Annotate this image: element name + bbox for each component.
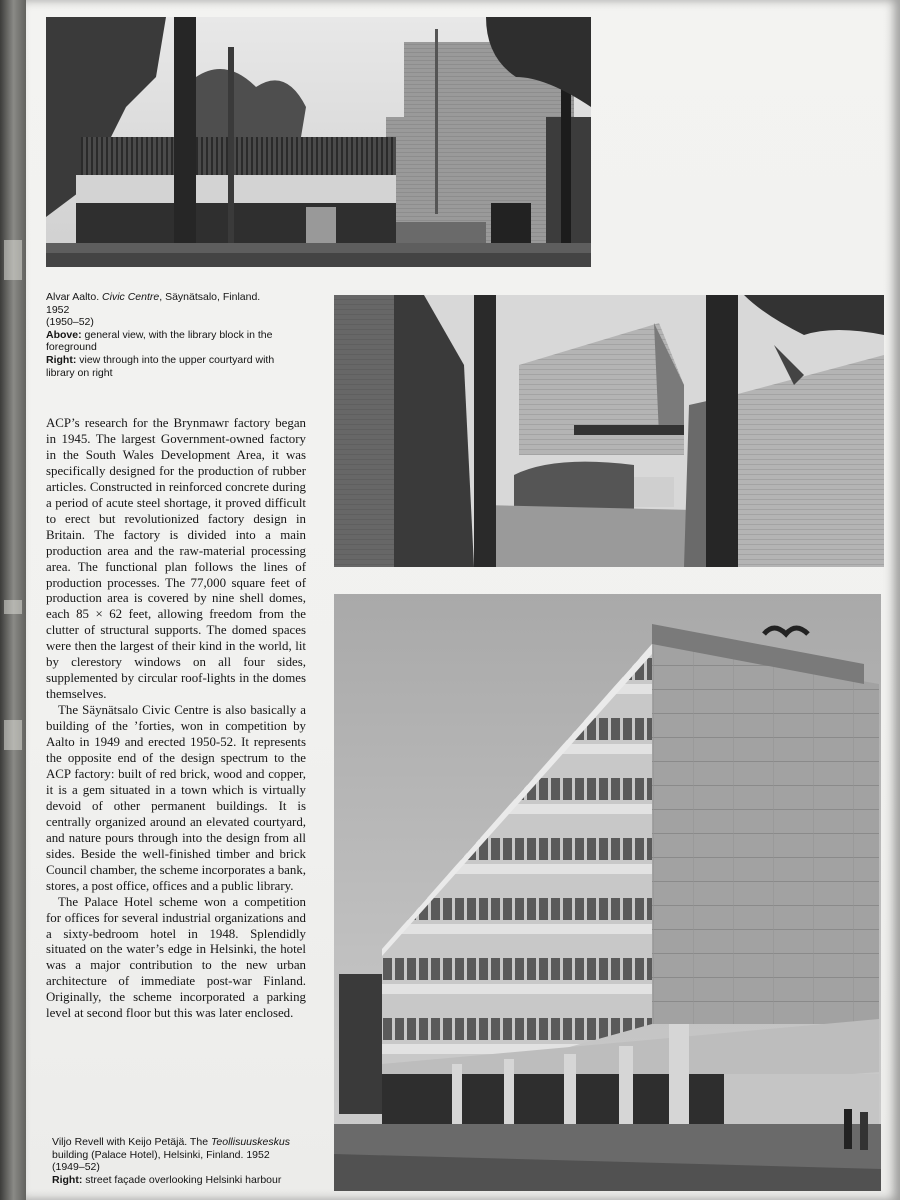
- caption-place-year: building (Palace Hotel), Helsinki, Finland. 1952: [52, 1148, 270, 1161]
- caption-above-text: general view, with the library block in the foreground: [46, 328, 273, 354]
- photo-civic-centre-courtyard: [334, 295, 884, 567]
- caption-palace-hotel: [52, 1136, 302, 1186]
- caption-dates: (1949–52): [52, 1161, 100, 1174]
- article-body: [46, 416, 306, 1022]
- caption-above-label: Above:: [46, 328, 82, 341]
- body-paragraph: The Säynätsalo Civic Centre is also basically a building of the ’forties, won in competition by Aalto in 1949 and erected 1950-52. It represents the opposite end of the design spectrum to the ACP factory: built of red brick, wood and copper, it is a gem situated in a town which is virtually devoid of other permanent buildings. It is centrally organized around an elevated courtyard, and nature pours through into the design from all sides. Beside the well-finished timber and brick Council chamber, the scheme incorporates a bank, stores, a post office, offices and a public library.: [46, 703, 306, 893]
- photo-civic-centre-general-view: [46, 17, 591, 267]
- caption-right-text: view through into the upper courtyard with library on right: [46, 353, 275, 379]
- photo-palace-hotel-facade: [334, 594, 881, 1191]
- caption-title: Civic Centre: [102, 291, 160, 303]
- caption-author: Viljo Revell with Keijo Petäjä. The: [52, 1136, 211, 1148]
- caption-title: Teollisuuskeskus: [210, 1136, 290, 1148]
- caption-right-text: street façade overlooking Helsinki harbour: [82, 1173, 282, 1186]
- body-paragraph: The Palace Hotel scheme won a competition for offices for several industrial organizations and a sixty-bedroom hotel in 1948. Splendidly situated on the water’s edge in Helsinki, the hotel was a major contribution to the new urban architecture of immediate post-war Finland. Originally, the scheme incorporated a parking level at second floor but this was later enclosed.: [46, 894, 306, 1021]
- caption-dates: (1950–52): [46, 316, 94, 329]
- caption-civic-centre: [46, 291, 286, 379]
- caption-place-year: , Säynätsalo, Finland. 1952: [46, 291, 261, 316]
- caption-right-label: Right:: [46, 353, 77, 366]
- caption-right-label: Right:: [52, 1173, 83, 1186]
- body-paragraph: ACP’s research for the Brynmawr factory began in 1945. The largest Government-owned factory in the South Wales Development Area, it was specifically designed for the production of rubber articles. Constructed in reinforced concrete during a period of acute steel shortage, it proved difficult to erect but revolutionized factory design in Britain. The factory is divided into a main production area and the raw-material processing area. The functional plan follows the lines of production processes. The 77,000 square feet of production area is covered by nine shell domes, each 85 × 62 feet, allowing freedom from the clutter of structural supports. The domed spaces were then the largest of their kind in the world, lit by clerestory windows on all four sides, supplemented by circular roof-lights in the domes themselves.: [46, 416, 306, 702]
- caption-author: Alvar Aalto.: [46, 291, 100, 303]
